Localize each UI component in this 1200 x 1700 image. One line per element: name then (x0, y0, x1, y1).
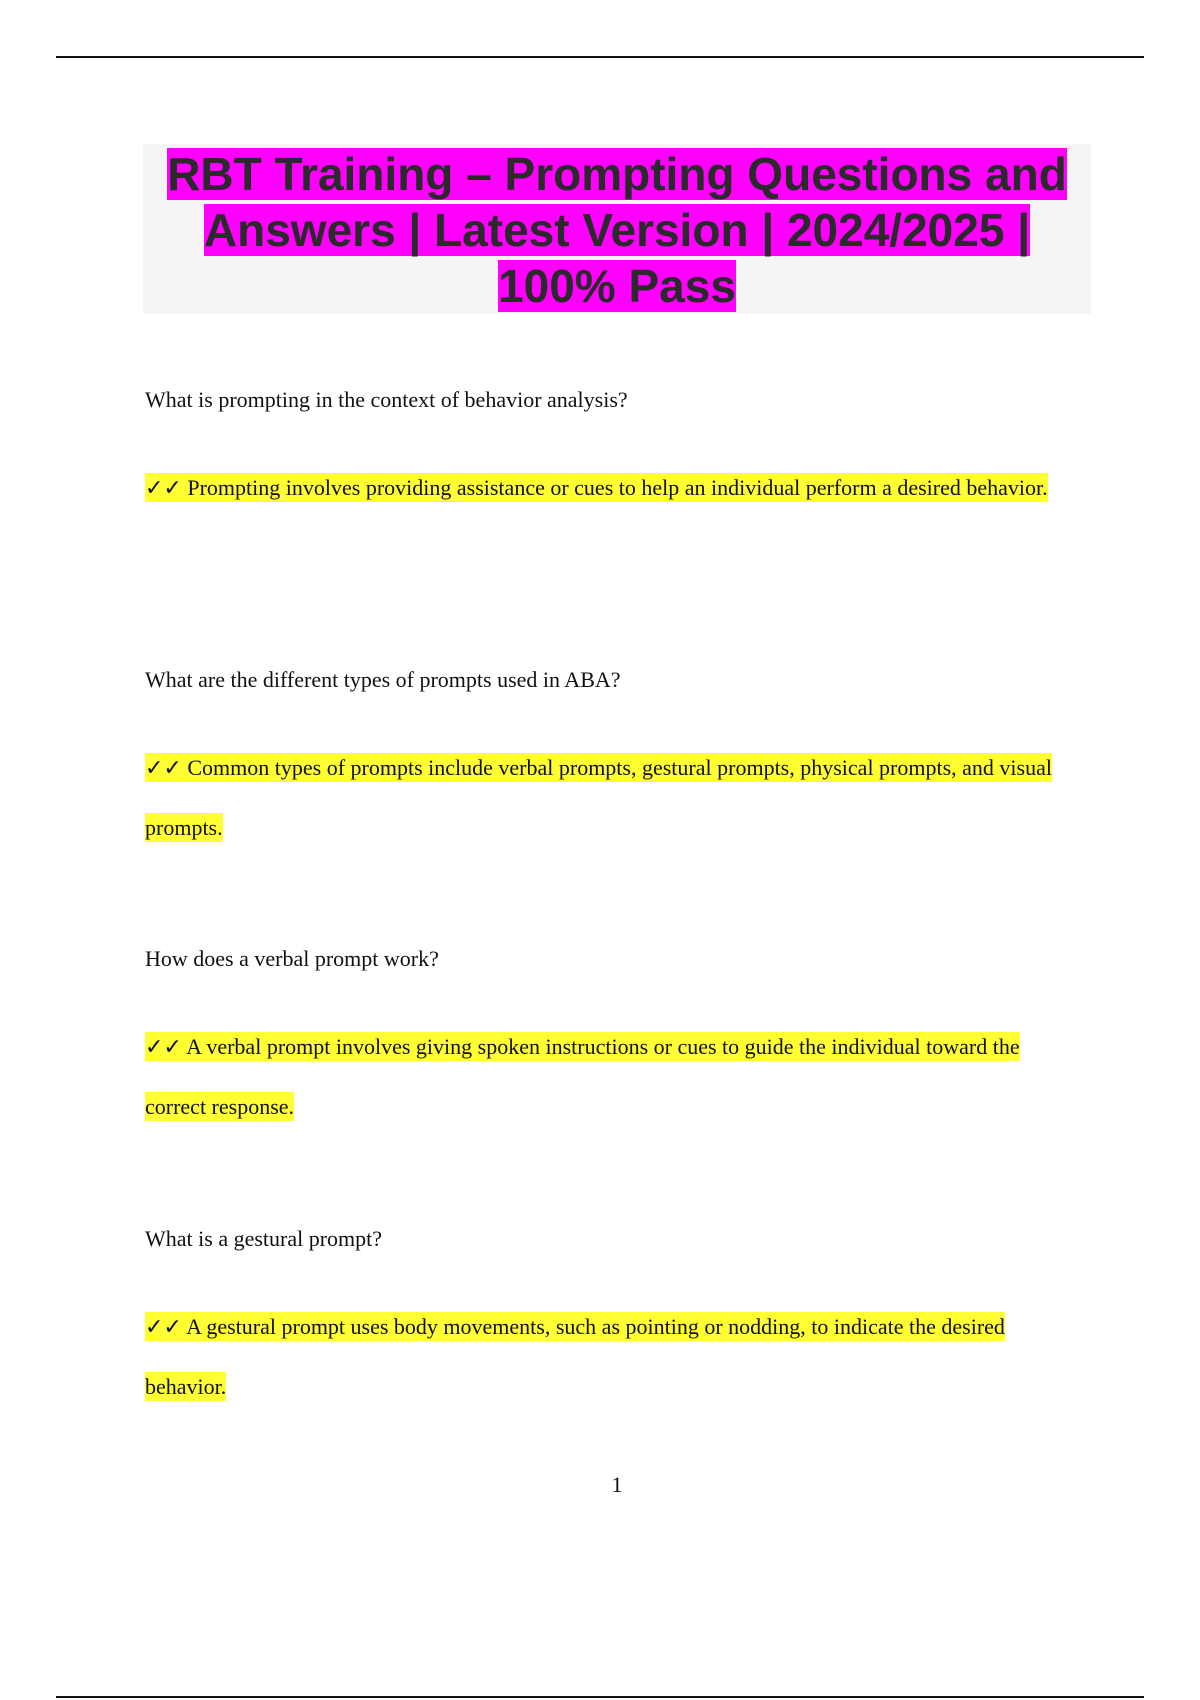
check-mark-icon: ✓✓ (145, 476, 182, 501)
header-rule (56, 56, 1144, 58)
footer-rule (56, 1696, 1144, 1698)
question-text: What is a gestural prompt? (145, 1226, 383, 1251)
page-number: 1 (611, 1472, 623, 1497)
check-mark-icon: ✓✓ (145, 756, 182, 781)
answer-text: ✓✓ Common types of prompts include verbal prompts, gestural prompts, physical prompts, and visual prompts. (145, 755, 1052, 840)
answer-text: ✓✓ A gestural prompt uses body movements, such as pointing or nodding, to indicate the desired behavior. (145, 1314, 1005, 1399)
question-text: How does a verbal prompt work? (145, 946, 439, 971)
question-text: What is prompting in the context of behavior analysis? (145, 387, 628, 412)
qa-item (145, 945, 1085, 1136)
check-mark-icon: ✓✓ (145, 1035, 182, 1060)
question-text: What are the different types of prompts used in ABA? (145, 667, 621, 692)
document-title: RBT Training – Prompting Questions and Answers | Latest Version | 2024/2025 | 100% Pass (167, 148, 1067, 312)
answer-text: ✓✓ Prompting involves providing assistance or cues to help an individual perform a desired behavior. (145, 475, 1048, 501)
qa-item (145, 1225, 1085, 1416)
qa-item (145, 666, 1085, 857)
title-block (143, 144, 1091, 314)
check-mark-icon: ✓✓ (145, 1315, 182, 1340)
answer-text: ✓✓ A verbal prompt involves giving spoken instructions or cues to guide the individual toward the correct response. (145, 1034, 1020, 1119)
qa-item (145, 386, 1085, 518)
